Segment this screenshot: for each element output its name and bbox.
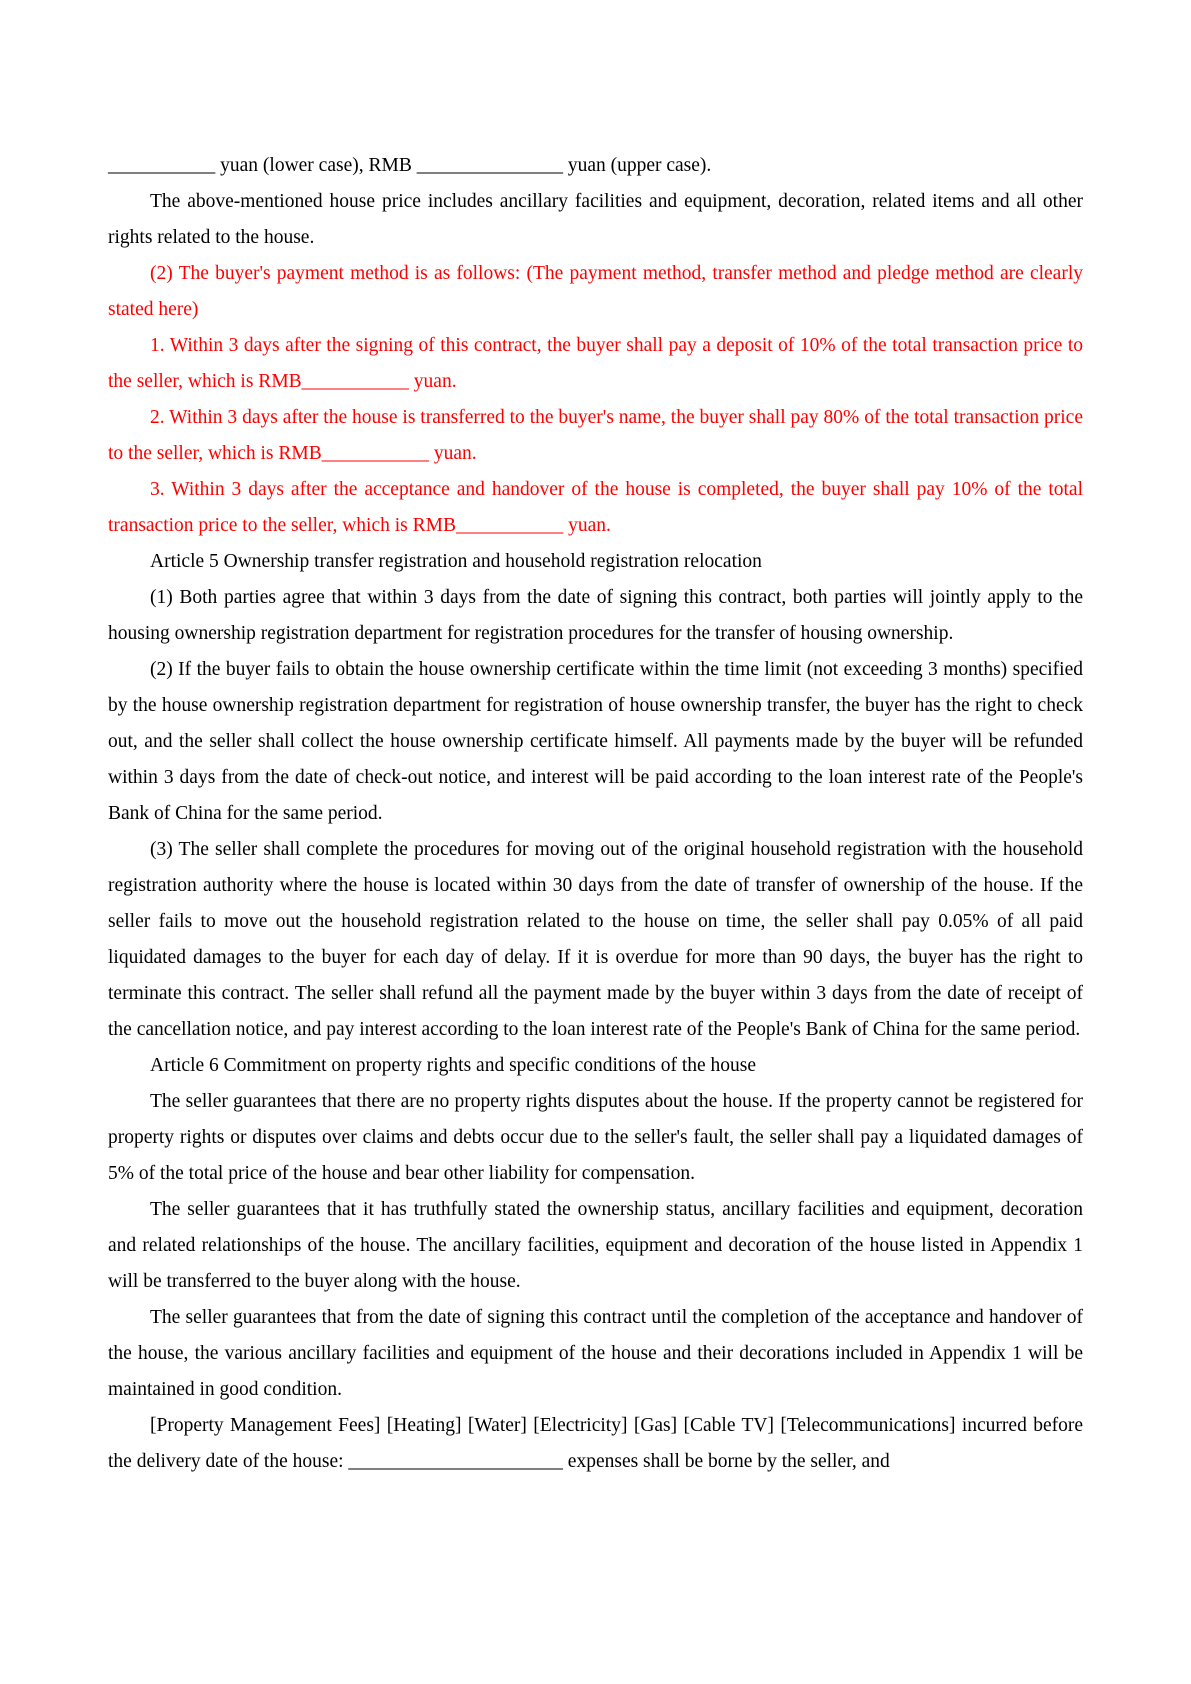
paragraph-price-includes: The above-mentioned house price includes ancillary facilities and equipment, decoration, related items and all other rights related to the house.	[108, 191, 1083, 248]
article-6-heading: Article 6 Commitment on property rights and specific conditions of the house	[150, 1055, 757, 1076]
article-5-heading: Article 5 Ownership transfer registration and household registration relocation	[150, 551, 762, 572]
paragraph-article-6-ownership: The seller guarantees that it has truthfully stated the ownership status, ancillary facilities and equipment, decoration and related relationships of the house. The ancillary facilities, equipment and decoration of the house listed in Appendix 1 will be transferred to the buyer along with the house.	[108, 1199, 1083, 1292]
paragraph-article-6-disputes: The seller guarantees that there are no property rights disputes about the house. If the property cannot be registered for property rights or disputes over claims and debts occur due to the seller's fault, the seller shall pay a liquidated damages of 5% of the total price of the house and bear other liability for compensation.	[108, 1091, 1083, 1184]
paragraph-payment-method: (2) The buyer's payment method is as follows: (The payment method, transfer method and pledge method are clearly stated here)	[108, 263, 1083, 320]
paragraph-article-6-fees: [Property Management Fees] [Heating] [Water] [Electricity] [Gas] [Cable TV] [Telecommunications] incurred before the delivery date of the house: ______________________ expenses shall be borne by the seller, and	[108, 1415, 1083, 1472]
paragraph-article-5-item-3: (3) The seller shall complete the procedures for moving out of the original household registration with the household registration authority where the house is located within 30 days from the date of transfer of ownership of the house. If the seller fails to move out the household registration related to the house on time, the seller shall pay 0.05% of all paid liquidated damages to the buyer for each day of delay. If it is overdue for more than 90 days, the buyer has the right to terminate this contract. The seller shall refund all the payment made by the buyer within 3 days from the date of receipt of the cancellation notice, and pay interest according to the loan interest rate of the People's Bank of China for the same period.	[108, 839, 1083, 1040]
paragraph-payment-deposit: 1. Within 3 days after the signing of this contract, the buyer shall pay a deposit of 10% of the total transaction price to the seller, which is RMB___________ yuan.	[108, 335, 1083, 392]
paragraph-article-6-maintenance: The seller guarantees that from the date of signing this contract until the completion of the acceptance and handover of the house, the various ancillary facilities and equipment of the house and their decorations included in Appendix 1 will be maintained in good condition.	[108, 1307, 1083, 1400]
paragraph-price-blanks: ___________ yuan (lower case), RMB _______________ yuan (upper case).	[108, 155, 712, 176]
paragraph-article-5-item-2: (2) If the buyer fails to obtain the house ownership certificate within the time limit (not exceeding 3 months) specified by the house ownership registration department for registration of house ownership transfer, the buyer has the right to check out, and the seller shall collect the house ownership certificate himself. All payments made by the buyer will be refunded within 3 days from the date of check-out notice, and interest will be paid according to the loan interest rate of the People's Bank of China for the same period.	[108, 659, 1083, 824]
paragraph-payment-handover: 3. Within 3 days after the acceptance and handover of the house is completed, the buyer shall pay 10% of the total transaction price to the seller, which is RMB___________ yuan.	[108, 479, 1083, 536]
paragraph-article-5-item-1: (1) Both parties agree that within 3 days from the date of signing this contract, both parties will jointly apply to the housing ownership registration department for registration procedures for the transfer of housing ownership.	[108, 587, 1083, 644]
paragraph-payment-transfer: 2. Within 3 days after the house is transferred to the buyer's name, the buyer shall pay 80% of the total transaction price to the seller, which is RMB___________ yuan.	[108, 407, 1083, 464]
document-body	[108, 148, 1083, 1480]
